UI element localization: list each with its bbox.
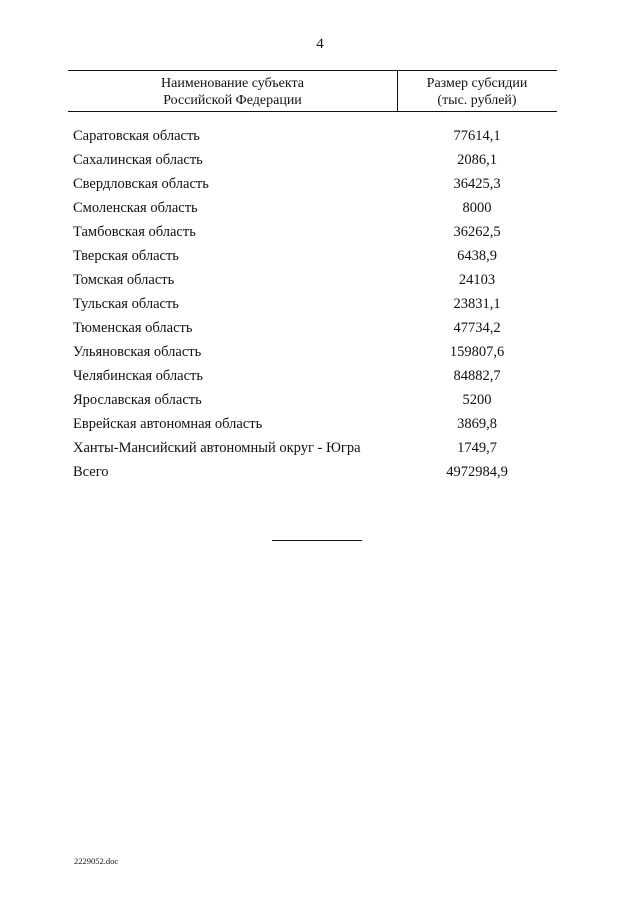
row-subject-name: Смоленская область — [73, 199, 198, 216]
row-subject-name: Томская область — [73, 271, 175, 288]
table-row — [68, 172, 557, 196]
page-number: 4 — [316, 36, 324, 52]
row-total-label: Всего — [73, 463, 109, 480]
row-subsidy-value: 23831,1 — [453, 295, 501, 312]
table-row — [68, 388, 557, 412]
row-subject-name: Ханты-Мансийский автономный округ - Югра — [73, 439, 361, 456]
table-row — [68, 292, 557, 316]
table-row — [68, 196, 557, 220]
table-row — [68, 316, 557, 340]
row-subsidy-value: 47734,2 — [453, 319, 501, 336]
row-subsidy-value: 159807,6 — [449, 343, 505, 360]
table-row — [68, 220, 557, 244]
row-subject-name: Тюменская область — [73, 319, 193, 336]
row-subsidy-value: 3869,8 — [457, 415, 497, 432]
table-row — [68, 364, 557, 388]
subsidy-table — [68, 70, 557, 484]
table-header-bottom-rule — [68, 111, 557, 112]
row-total-value: 4972984,9 — [446, 463, 508, 480]
header-subsidy-amount — [397, 71, 557, 111]
row-subject-name: Свердловская область — [73, 175, 209, 192]
row-subject-name: Еврейская автономная область — [73, 415, 263, 432]
table-header-row — [68, 71, 557, 111]
table-row — [68, 340, 557, 364]
row-subject-name: Челябинская область — [73, 367, 203, 384]
table-row-total — [68, 460, 557, 484]
header-subsidy-amount-line1: Размер субсидии — [426, 76, 528, 91]
row-subsidy-value: 2086,1 — [457, 151, 497, 168]
document-end-rule — [272, 540, 362, 541]
row-subject-name: Тверская область — [73, 247, 179, 264]
header-subject-name — [68, 71, 397, 111]
row-subject-name: Сахалинская область — [73, 151, 203, 168]
row-subsidy-value: 24103 — [458, 271, 496, 288]
row-subsidy-value: 6438,9 — [457, 247, 497, 264]
row-subsidy-value: 5200 — [462, 391, 492, 408]
table-row — [68, 244, 557, 268]
header-subject-name-line1: Наименование субъекта — [161, 76, 304, 91]
row-subject-name: Ульяновская область — [73, 343, 202, 360]
table-row — [68, 412, 557, 436]
row-subsidy-value: 36425,3 — [453, 175, 501, 192]
row-subsidy-value: 8000 — [462, 199, 492, 216]
header-column-divider — [397, 71, 398, 111]
table-row — [68, 268, 557, 292]
row-subsidy-value: 84882,7 — [453, 367, 501, 384]
row-subject-name: Саратовская область — [73, 127, 200, 144]
table-row — [68, 124, 557, 148]
header-subject-name-line2: Российской Федерации — [163, 93, 302, 108]
row-subject-name: Тамбовская область — [73, 223, 196, 240]
footer-filename: 2229052.doc — [74, 856, 119, 866]
row-subject-name: Тульская область — [73, 295, 179, 312]
header-subsidy-amount-line2: (тыс. рублей) — [437, 93, 517, 108]
row-subject-name: Ярославская область — [73, 391, 202, 408]
table-row — [68, 148, 557, 172]
table-row — [68, 436, 557, 460]
row-subsidy-value: 77614,1 — [453, 127, 501, 144]
table-body — [68, 124, 557, 484]
row-subsidy-value: 1749,7 — [457, 439, 497, 456]
row-subsidy-value: 36262,5 — [453, 223, 501, 240]
